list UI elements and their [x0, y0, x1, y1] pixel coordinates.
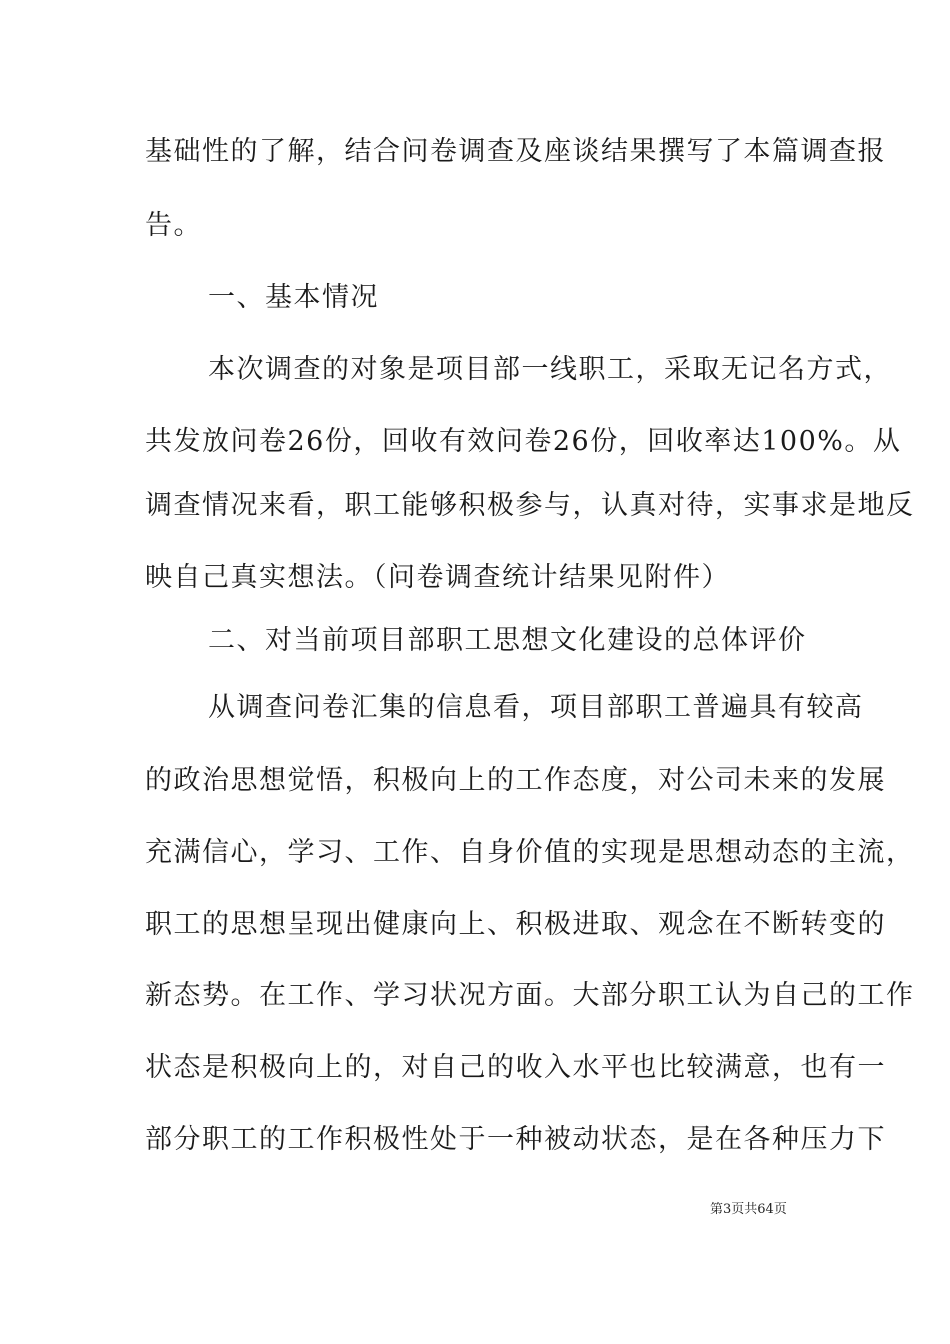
text-line: 从调查问卷汇集的信息看，项目部职工普遍具有较高 — [208, 692, 864, 723]
text-line: 状态是积极向上的，对自己的收入水平也比较满意，也有一 — [145, 1052, 886, 1083]
text-line: 映自己真实想法。（问卷调查统计结果见附件） — [145, 562, 730, 593]
text-line: 调查情况来看，职工能够积极参与，认真对待，实事求是地反 — [145, 490, 915, 521]
text-line: 告。 — [145, 210, 202, 241]
text-line: 部分职工的工作积极性处于一种被动状态，是在各种压力下 — [145, 1124, 886, 1155]
section-heading: 二、对当前项目部职工思想文化建设的总体评价 — [208, 625, 807, 656]
text-line: 基础性的了解，结合问卷调查及座谈结果撰写了本篇调查报 — [145, 136, 886, 167]
text-line: 新态势。在工作、学习状况方面。大部分职工认为自己的工作 — [145, 980, 915, 1011]
text-line: 职工的思想呈现出健康向上、积极进取、观念在不断转变的 — [145, 909, 886, 940]
text-line: 充满信心，学习、工作、自身价值的实现是思想动态的主流， — [145, 837, 915, 868]
text-line: 本次调查的对象是项目部一线职工，采取无记名方式， — [208, 354, 892, 385]
section-heading: 一、基本情况 — [208, 282, 379, 313]
text-line: 共发放问卷26份，回收有效问卷26份，回收率达100%。从 — [145, 426, 902, 457]
page-number-footer: 第3页共64页 — [710, 1202, 787, 1217]
text-line: 的政治思想觉悟，积极向上的工作态度，对公司未来的发展 — [145, 765, 886, 796]
